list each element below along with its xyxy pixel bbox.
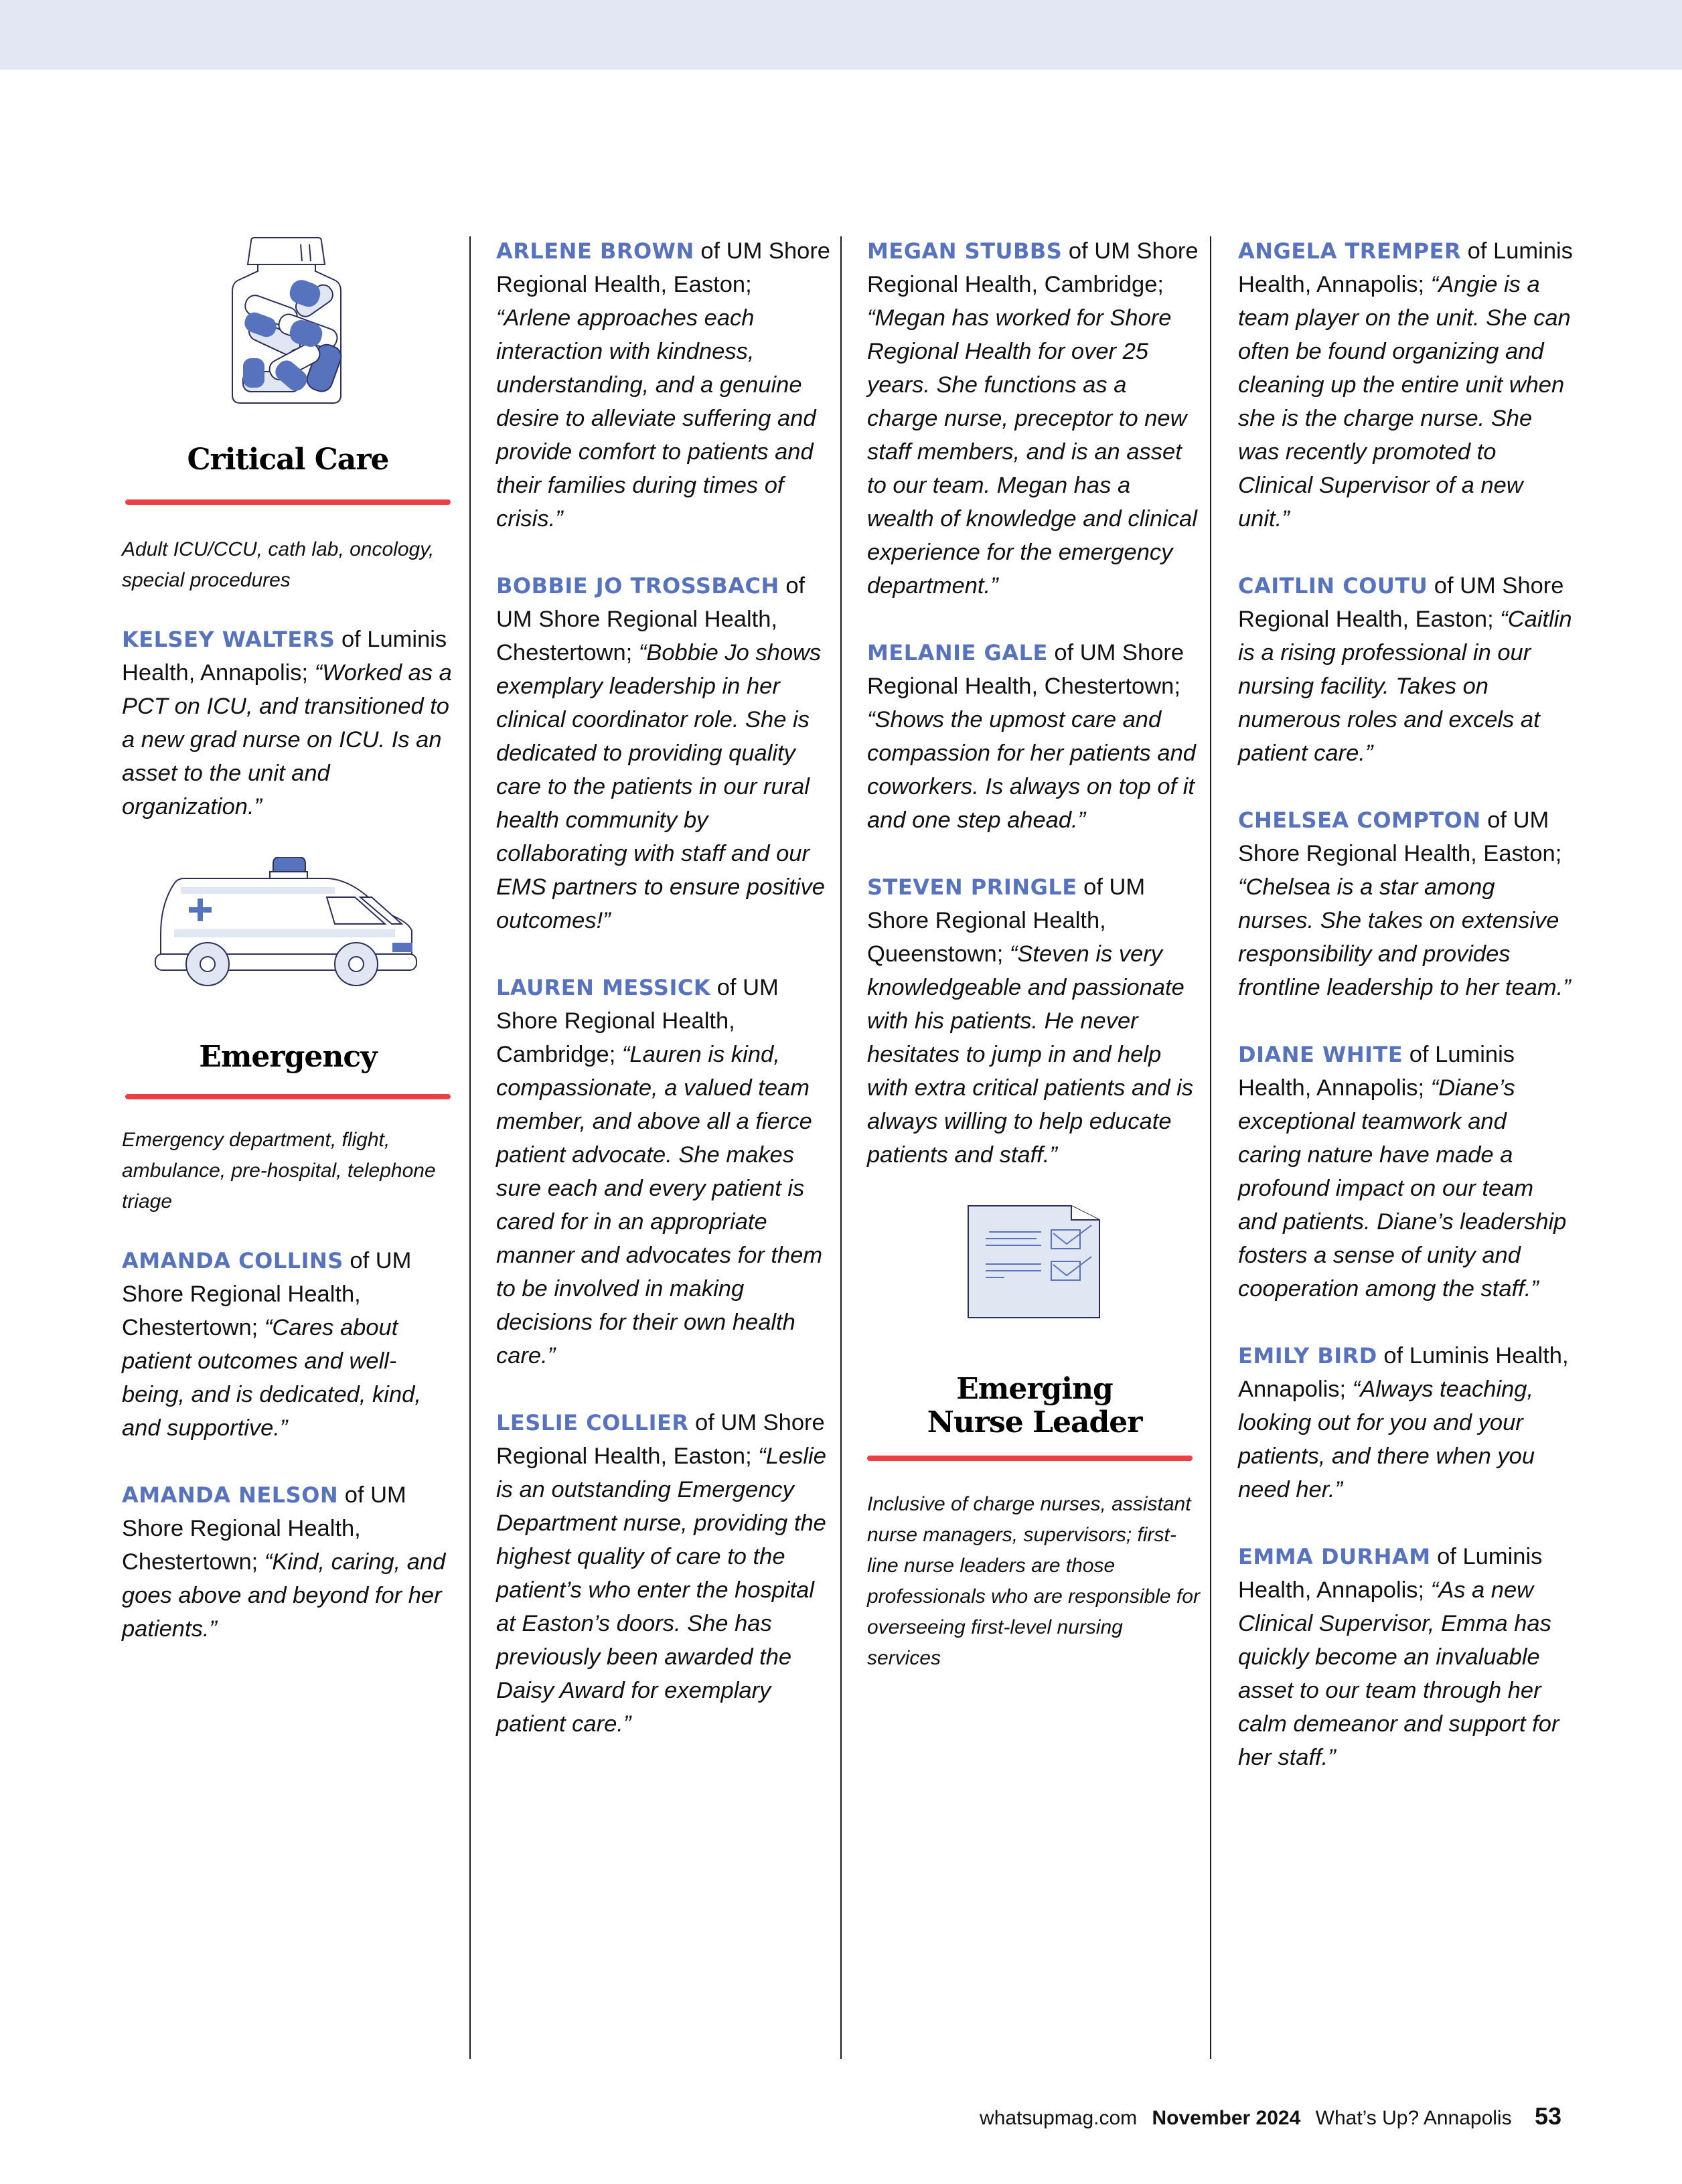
honoree-entry — [1238, 569, 1573, 770]
honoree-entry — [122, 623, 454, 824]
honoree-name: CHELSEA COMPTON — [1238, 807, 1481, 833]
honoree-affiliation: of UM Shore Regional Health, Chestertown; — [122, 1482, 406, 1575]
honoree-name: AMANDA COLLINS — [122, 1248, 343, 1273]
honoree-quote: “Angie is a team player on the unit. She can often be found organizing and cleaning up the entire unit when she is the charge nurse. She was recently promoted to Clinical Supervisor of a new unit.” — [1238, 272, 1571, 532]
section-title-line: Emerging — [956, 1372, 1113, 1406]
ambulance-icon — [122, 857, 454, 1011]
honoree-name: KELSEY WALTERS — [122, 627, 335, 652]
checklist-document-icon — [867, 1205, 1202, 1326]
honoree-name: LESLIE COLLIER — [496, 1410, 689, 1435]
honoree-quote: “Diane’s exceptional teamwork and caring nature have made a profound impact on our team and patients. Diane’s leadership fosters a sense of unity and cooperation among the staff.” — [1238, 1075, 1567, 1302]
honoree-affiliation: of UM Shore Regional Health, Easton; — [496, 238, 830, 297]
honoree-name: BOBBIE JO TROSSBACH — [496, 573, 779, 599]
honoree-affiliation: of UM Shore Regional Health, Chestertown; — [122, 1248, 412, 1340]
honoree-name: EMMA DURHAM — [1238, 1544, 1431, 1569]
red-rule-divider — [125, 499, 451, 505]
column-3 — [867, 234, 1202, 1674]
column-4 — [1238, 234, 1573, 1808]
honoree-quote: “Always teaching, looking out for you and your patients, and there when you need her.” — [1238, 1377, 1535, 1502]
honoree-name: MELANIE GALE — [867, 640, 1048, 666]
red-rule-divider — [867, 1456, 1193, 1461]
column-divider — [840, 236, 842, 2059]
honoree-entry — [1238, 234, 1573, 536]
honoree-affiliation: of UM Shore Regional Health, Cambridge; — [867, 238, 1199, 297]
honoree-entry — [496, 234, 831, 536]
section-critical-care — [122, 228, 454, 596]
section-description: Emergency department, flight, ambulance, pre-hospital, telephone triage — [122, 1129, 436, 1213]
honoree-name: LAUREN MESSICK — [496, 975, 711, 1000]
honoree-name: ANGELA TREMPER — [1238, 238, 1462, 264]
honoree-quote: “Chelsea is a star among nurses. She takes on extensive responsibility and provides frontline leadership to her team.” — [1238, 874, 1571, 1000]
top-color-band — [0, 0, 1682, 70]
honoree-quote: “Caitlin is a rising professional in our nursing facility. Takes on numerous roles and excels at patient care.” — [1238, 607, 1572, 766]
footer-website-link[interactable]: whatsupmag.com — [980, 2107, 1138, 2129]
section-title: Critical Care — [187, 443, 389, 477]
honoree-quote: “Cares about patient outcomes and well-being, and is dedicated, kind, and supportive.” — [122, 1315, 421, 1441]
honoree-entry — [867, 870, 1202, 1172]
honoree-affiliation: of UM Shore Regional Health, Chestertown; — [867, 640, 1184, 699]
section-title: Emergency — [199, 1040, 377, 1074]
section-description: Inclusive of charge nurses, assistant nurse managers, supervisors; first-line nurse leaders are those professionals who are responsible for overseeing first-level nursing services — [867, 1493, 1200, 1669]
section-description: Adult ICU/CCU, cath lab, oncology, special procedures — [122, 538, 435, 591]
honoree-entry — [1238, 1038, 1573, 1306]
honoree-affiliation: of UM Shore Regional Health, Easton; — [1238, 573, 1564, 632]
honoree-quote: “Leslie is an outstanding Emergency Department nurse, providing the highest quality of care to the patient’s who enter the hospital at Easton’s doors. She has previously been awarded the Daisy Award for exemplary patient care.” — [496, 1444, 826, 1737]
honoree-name: EMILY BIRD — [1238, 1343, 1377, 1369]
honoree-entry — [496, 971, 831, 1373]
honoree-affiliation: of Luminis Health, Annapolis; — [1238, 1042, 1515, 1101]
honoree-name: CAITLIN COUTU — [1238, 573, 1428, 599]
honoree-name: MEGAN STUBBS — [867, 238, 1063, 264]
honoree-affiliation: of Luminis Health, Annapolis; — [1238, 1544, 1543, 1603]
honoree-affiliation: of UM Shore Regional Health, Queenstown; — [867, 874, 1146, 967]
honoree-quote: “Lauren is kind, compassionate, a valued team member, and above all a fierce patient advocate. She makes sure each and every patient is cared for in an appropriate manner and advocates for them to be involved in making decisions for their own health care.” — [496, 1042, 823, 1369]
honoree-affiliation: of UM Shore Regional Health, Easton; — [1238, 807, 1562, 866]
section-emergency — [122, 857, 454, 1217]
honoree-quote: “Steven is very knowledgeable and passionate with his patients. He never hesitates to jump in and help with extra critical patients and is always willing to help educate patients and staff.” — [867, 941, 1194, 1168]
pill-bottle-icon — [122, 228, 454, 428]
red-rule-divider — [125, 1094, 451, 1099]
honoree-entry — [867, 234, 1202, 603]
section-emerging-nurse-leader — [867, 1205, 1202, 1674]
honoree-quote: “Megan has worked for Shore Regional Health for over 25 years. She functions as a charge nurse, preceptor to new staff members, and is an asset to our team. Megan has a wealth of knowledge and clinical experience for the emergency department.” — [867, 305, 1197, 599]
honoree-quote: “Worked as a PCT on ICU, and transitioned to a new grad nurse on ICU. Is an asset to the unit and organization.” — [122, 660, 452, 820]
honoree-quote: “Arlene approaches each interaction with kindness, understanding, and a genuine desire to alleviate suffering and provide comfort to patients and their families during times of crisis.” — [496, 305, 816, 532]
page-footer — [970, 2102, 1561, 2130]
honoree-affiliation: of Luminis Health, Annapolis; — [1238, 238, 1573, 297]
honoree-entry — [122, 1244, 454, 1445]
honoree-entry — [867, 636, 1202, 837]
honoree-affiliation: of Luminis Health, Annapolis; — [122, 627, 447, 686]
column-divider — [469, 236, 471, 2059]
honoree-entry — [122, 1478, 454, 1646]
footer-issue-date: November 2024 — [1152, 2107, 1301, 2129]
column-1 — [122, 228, 454, 1679]
honoree-name: DIANE WHITE — [1238, 1042, 1403, 1067]
page-number: 53 — [1534, 2102, 1561, 2130]
column-2 — [496, 234, 831, 1774]
honoree-name: AMANDA NELSON — [122, 1482, 339, 1508]
honoree-entry — [1238, 803, 1573, 1004]
footer-publication-name: What’s Up? Annapolis — [1315, 2107, 1512, 2129]
honoree-affiliation: of Luminis Health, Annapolis; — [1238, 1343, 1569, 1402]
honoree-affiliation: of UM Shore Regional Health, Easton; — [496, 1410, 825, 1469]
honoree-entry — [1238, 1540, 1573, 1774]
honoree-name: STEVEN PRINGLE — [867, 874, 1077, 900]
honoree-quote: “Bobbie Jo shows exemplary leadership in her clinical coordinator role. She is dedicated to providing quality care to the patients in our rural health community by collaborating with staff and our EMS partners to ensure positive outcomes!” — [496, 640, 825, 933]
honoree-entry — [496, 1406, 831, 1741]
honoree-entry — [1238, 1339, 1573, 1506]
honoree-name: ARLENE BROWN — [496, 238, 694, 264]
column-divider — [1210, 236, 1211, 2059]
honoree-affiliation: of UM Shore Regional Health, Cambridge; — [496, 975, 779, 1067]
honoree-affiliation: of UM Shore Regional Health, Chestertown; — [496, 573, 806, 666]
honoree-quote: “Shows the upmost care and compassion for her patients and coworkers. Is always on top of it and one step ahead.” — [867, 707, 1196, 833]
honoree-entry — [496, 569, 831, 937]
honoree-quote: “As a new Clinical Supervisor, Emma has quickly become an invaluable asset to our team through her calm demeanor and support for her staff.” — [1238, 1577, 1559, 1770]
section-title-line: Nurse Leader — [927, 1405, 1142, 1439]
honoree-quote: “Kind, caring, and goes above and beyond for her patients.” — [122, 1549, 446, 1642]
